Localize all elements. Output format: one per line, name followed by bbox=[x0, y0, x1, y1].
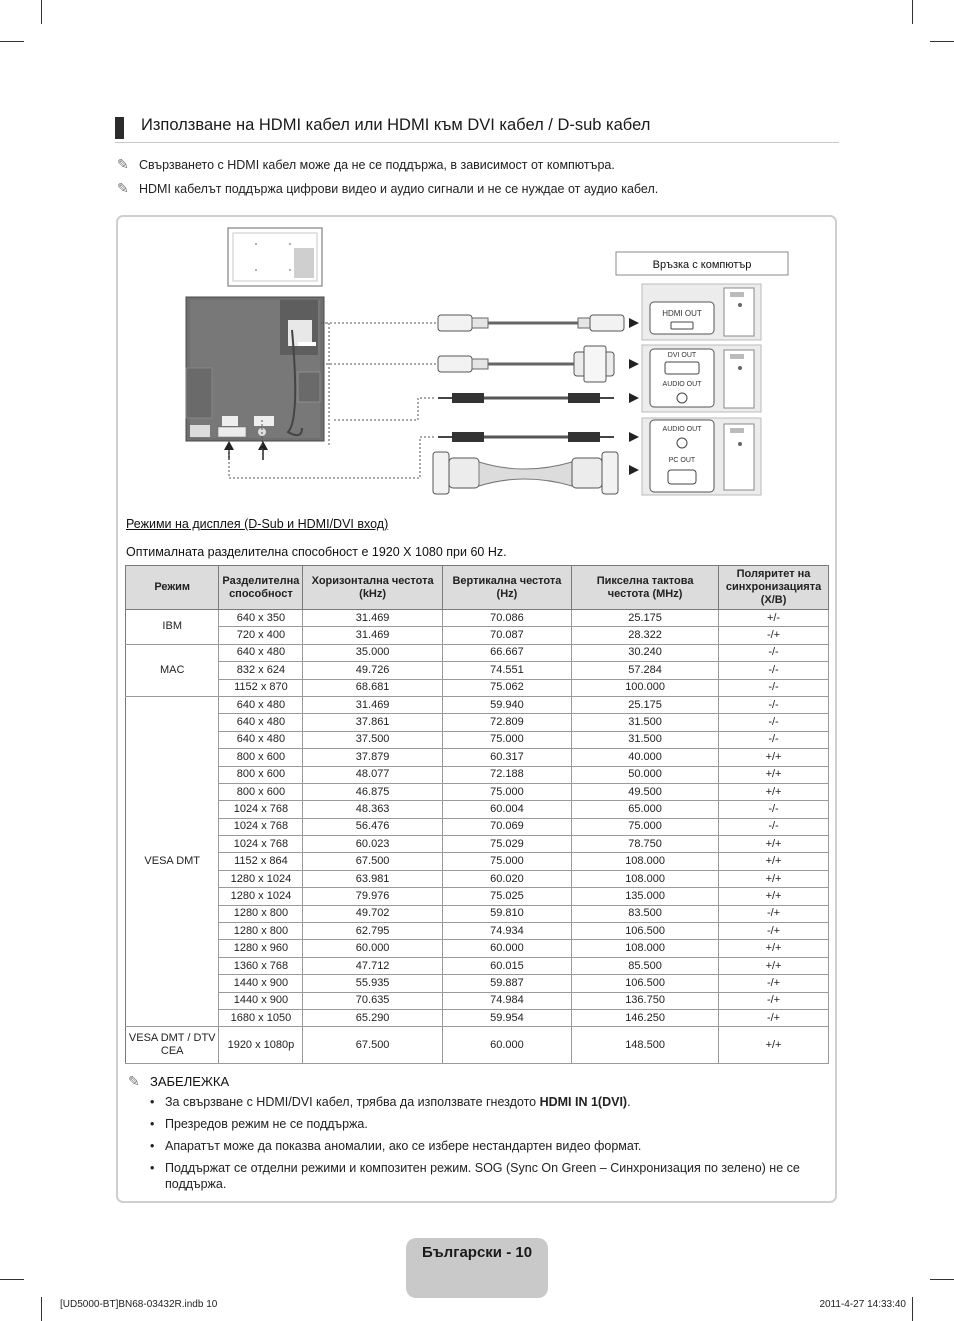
table-cell: +/+ bbox=[719, 766, 829, 783]
table-cell: 78.750 bbox=[572, 836, 719, 853]
table-cell: +/+ bbox=[719, 940, 829, 957]
table-cell: 70.635 bbox=[303, 992, 442, 1009]
table-cell: 46.875 bbox=[303, 783, 442, 800]
table-cell: 1280 x 1024 bbox=[219, 870, 303, 887]
table-cell: 60.020 bbox=[442, 870, 571, 887]
table-cell: 57.284 bbox=[572, 662, 719, 679]
table-cell: 25.175 bbox=[572, 696, 719, 713]
table-cell: 31.469 bbox=[303, 696, 442, 713]
table-cell: 1440 x 900 bbox=[219, 975, 303, 992]
list-item bbox=[150, 1160, 830, 1192]
table-cell: 55.935 bbox=[303, 975, 442, 992]
table-row bbox=[126, 696, 829, 713]
table-cell: -/- bbox=[719, 818, 829, 835]
table-cell: 100.000 bbox=[572, 679, 719, 696]
note-text: HDMI кабелът поддържа цифрови видео и аудио сигнали и не се нуждае от аудио кабел. bbox=[139, 182, 659, 196]
table-cell: 68.681 bbox=[303, 679, 442, 696]
table-cell: -/- bbox=[719, 714, 829, 731]
note-title: ЗАБЕЛЕЖКА bbox=[150, 1074, 230, 1089]
table-cell: 1440 x 900 bbox=[219, 992, 303, 1009]
table-row bbox=[126, 870, 829, 887]
table-cell: 146.250 bbox=[572, 1009, 719, 1026]
column-header: Поляритет на синхронизацията (Х/В) bbox=[719, 566, 829, 610]
table-cell: -/- bbox=[719, 696, 829, 713]
table-cell: 65.000 bbox=[572, 801, 719, 818]
arrow-right-icon bbox=[629, 432, 639, 442]
table-cell: 48.077 bbox=[303, 766, 442, 783]
audio-out-label: AUDIO OUT bbox=[662, 381, 702, 388]
table-row bbox=[126, 662, 829, 679]
table-cell: 60.023 bbox=[303, 836, 442, 853]
table-cell: 31.469 bbox=[303, 610, 442, 627]
table-cell: 800 x 600 bbox=[219, 749, 303, 766]
note-item-text: Поддържат се отделни режими и композитен режим. SOG (Sync On Green – Синхронизация по зелено) не се поддържа. bbox=[165, 1161, 800, 1191]
table-cell: +/+ bbox=[719, 836, 829, 853]
table-cell: 59.940 bbox=[442, 696, 571, 713]
table-cell: 1360 x 768 bbox=[219, 957, 303, 974]
hdmi-cable bbox=[438, 315, 624, 331]
mode-cell: IBM bbox=[126, 610, 219, 645]
table-cell: 1280 x 800 bbox=[219, 923, 303, 940]
table-row bbox=[126, 731, 829, 748]
table-row bbox=[126, 940, 829, 957]
table-cell: +/+ bbox=[719, 870, 829, 887]
table-cell: -/+ bbox=[719, 975, 829, 992]
table-cell: 1024 x 768 bbox=[219, 801, 303, 818]
note-list bbox=[150, 1094, 830, 1198]
table-cell: 60.000 bbox=[303, 940, 442, 957]
arrow-up-icon bbox=[258, 441, 268, 460]
table-cell: -/- bbox=[719, 679, 829, 696]
list-item bbox=[150, 1094, 830, 1110]
table-cell: -/+ bbox=[719, 627, 829, 644]
table-cell: 720 x 400 bbox=[219, 627, 303, 644]
table-cell: -/+ bbox=[719, 1009, 829, 1026]
crop-mark bbox=[41, 1297, 42, 1321]
table-cell: 800 x 600 bbox=[219, 766, 303, 783]
audio-out-label: AUDIO OUT bbox=[662, 426, 702, 433]
note-heading bbox=[128, 1073, 229, 1090]
column-header: Хоризонтална честота (kHz) bbox=[303, 566, 442, 610]
print-file-info: [UD5000-BT]BN68-03432R.indb 10 bbox=[60, 1299, 218, 1310]
table-cell: 74.984 bbox=[442, 992, 571, 1009]
table-cell: 47.712 bbox=[303, 957, 442, 974]
table-cell: 66.667 bbox=[442, 644, 571, 661]
hdmi-out-label: HDMI OUT bbox=[662, 309, 702, 318]
table-cell: 800 x 600 bbox=[219, 783, 303, 800]
tv-rear-panel bbox=[186, 297, 324, 441]
arrow-right-icon bbox=[629, 318, 639, 328]
table-row bbox=[126, 923, 829, 940]
table-cell: 1024 x 768 bbox=[219, 836, 303, 853]
table-cell: 1920 x 1080p bbox=[219, 1027, 303, 1064]
table-cell: 49.726 bbox=[303, 662, 442, 679]
table-cell: 59.954 bbox=[442, 1009, 571, 1026]
table-cell: 640 x 480 bbox=[219, 731, 303, 748]
table-cell: -/- bbox=[719, 662, 829, 679]
table-cell: 75.029 bbox=[442, 836, 571, 853]
column-header: Вертикална честота (Hz) bbox=[442, 566, 571, 610]
table-cell: 75.062 bbox=[442, 679, 571, 696]
table-row bbox=[126, 644, 829, 661]
table-row bbox=[126, 1009, 829, 1026]
print-date-info: 2011-4-27 14:33:40 bbox=[819, 1299, 906, 1310]
pc-out-label: PC OUT bbox=[668, 457, 696, 464]
crop-mark bbox=[930, 1279, 954, 1280]
arrow-right-icon bbox=[629, 465, 639, 475]
table-row bbox=[126, 836, 829, 853]
page-number-tab bbox=[406, 1238, 548, 1298]
table-cell: 640 x 480 bbox=[219, 714, 303, 731]
table-row bbox=[126, 610, 829, 627]
table-cell: 72.188 bbox=[442, 766, 571, 783]
table-header-row bbox=[126, 566, 829, 610]
table-cell: +/+ bbox=[719, 957, 829, 974]
table-cell: -/+ bbox=[719, 923, 829, 940]
note-text: Свързването с HDMI кабел може да не се поддържа, в зависимост от компютъра. bbox=[139, 158, 615, 172]
list-item bbox=[150, 1138, 830, 1154]
pc-dvi-port-panel bbox=[642, 345, 761, 412]
page-number: Български - 10 bbox=[421, 1244, 533, 1261]
pc-label: Връзка с компютър bbox=[652, 259, 752, 271]
note-item-bold: HDMI IN 1(DVI) bbox=[539, 1095, 628, 1109]
table-cell: +/+ bbox=[719, 888, 829, 905]
mode-cell: MAC bbox=[126, 644, 219, 696]
table-cell: 67.500 bbox=[303, 1027, 442, 1064]
table-row bbox=[126, 818, 829, 835]
table-cell: 60.000 bbox=[442, 940, 571, 957]
table-row bbox=[126, 905, 829, 922]
table-row bbox=[126, 992, 829, 1009]
table-cell: +/+ bbox=[719, 783, 829, 800]
note-item-text: За свързване с HDMI/DVI кабел, трябва да използвате гнездото bbox=[165, 1095, 540, 1109]
table-cell: 49.702 bbox=[303, 905, 442, 922]
table-cell: 62.795 bbox=[303, 923, 442, 940]
table-cell: 31.500 bbox=[572, 714, 719, 731]
table-row bbox=[126, 975, 829, 992]
table-cell: 135.000 bbox=[572, 888, 719, 905]
table-cell: 1152 x 864 bbox=[219, 853, 303, 870]
column-header: Разделителна способност bbox=[219, 566, 303, 610]
table-cell: 67.500 bbox=[303, 853, 442, 870]
mode-cell: VESA DMT / DTV CEA bbox=[126, 1027, 219, 1064]
note-item-text: Презредов режим не се поддържа. bbox=[165, 1117, 368, 1131]
pencil-icon: ✎ bbox=[128, 1073, 140, 1089]
crop-mark bbox=[0, 1279, 24, 1280]
table-cell: 28.322 bbox=[572, 627, 719, 644]
table-cell: 1680 x 1050 bbox=[219, 1009, 303, 1026]
table-row bbox=[126, 801, 829, 818]
table-cell: 59.887 bbox=[442, 975, 571, 992]
table-cell: 48.363 bbox=[303, 801, 442, 818]
table-cell: 108.000 bbox=[572, 940, 719, 957]
table-cell: -/+ bbox=[719, 992, 829, 1009]
table-cell: 75.000 bbox=[442, 783, 571, 800]
table-cell: 640 x 480 bbox=[219, 644, 303, 661]
table-cell: 25.175 bbox=[572, 610, 719, 627]
table-row bbox=[126, 1027, 829, 1064]
table-cell: 640 x 350 bbox=[219, 610, 303, 627]
table-cell: 37.879 bbox=[303, 749, 442, 766]
table-cell: 70.069 bbox=[442, 818, 571, 835]
table-cell: +/+ bbox=[719, 1027, 829, 1064]
table-cell: 75.000 bbox=[572, 818, 719, 835]
mode-cell: VESA DMT bbox=[126, 696, 219, 1026]
table-cell: -/+ bbox=[719, 905, 829, 922]
table-cell: 1280 x 1024 bbox=[219, 888, 303, 905]
column-header: Пикселна тактова честота (MHz) bbox=[572, 566, 719, 610]
table-cell: +/+ bbox=[719, 749, 829, 766]
table-cell: 108.000 bbox=[572, 853, 719, 870]
table-row bbox=[126, 853, 829, 870]
table-row bbox=[126, 766, 829, 783]
table-cell: 72.809 bbox=[442, 714, 571, 731]
table-cell: 74.551 bbox=[442, 662, 571, 679]
table-row bbox=[126, 888, 829, 905]
table-cell: 1152 x 870 bbox=[219, 679, 303, 696]
hdmi-dvi-cable bbox=[438, 346, 614, 382]
audio-cable bbox=[438, 432, 614, 442]
table-cell: 60.000 bbox=[442, 1027, 571, 1064]
page-title: Използване на HDMI кабел или HDMI към DVI кабел / D-sub кабел bbox=[141, 116, 651, 134]
connection-diagram bbox=[0, 0, 954, 520]
arrow-right-icon bbox=[629, 393, 639, 403]
note-item-after: . bbox=[627, 1095, 631, 1109]
table-cell: 1024 x 768 bbox=[219, 818, 303, 835]
table-cell: 49.500 bbox=[572, 783, 719, 800]
dvi-out-label: DVI OUT bbox=[667, 352, 697, 359]
list-item bbox=[150, 1116, 830, 1132]
table-cell: 85.500 bbox=[572, 957, 719, 974]
table-cell: 136.750 bbox=[572, 992, 719, 1009]
pc-hdmi-port-panel bbox=[642, 284, 761, 340]
pencil-icon: ✎ bbox=[117, 156, 129, 172]
table-cell: 75.000 bbox=[442, 853, 571, 870]
table-cell: 640 x 480 bbox=[219, 696, 303, 713]
crop-mark bbox=[912, 1297, 913, 1321]
table-row bbox=[126, 679, 829, 696]
table-cell: 31.469 bbox=[303, 627, 442, 644]
table-cell: 1280 x 960 bbox=[219, 940, 303, 957]
table-cell: 37.861 bbox=[303, 714, 442, 731]
table-cell: 79.976 bbox=[303, 888, 442, 905]
table-cell: 63.981 bbox=[303, 870, 442, 887]
display-modes-title: Режими на дисплея (D-Sub и HDMI/DVI вход) bbox=[126, 517, 389, 531]
pencil-icon: ✎ bbox=[117, 180, 129, 196]
dsub-cable bbox=[433, 452, 618, 494]
optimal-resolution-text: Оптималната разделителна способност е 1920 X 1080 при 60 Hz. bbox=[126, 545, 507, 559]
table-cell: -/- bbox=[719, 731, 829, 748]
table-cell: 70.086 bbox=[442, 610, 571, 627]
table-cell: 108.000 bbox=[572, 870, 719, 887]
table-cell: -/- bbox=[719, 801, 829, 818]
display-modes-table bbox=[125, 565, 829, 1064]
pc-dsub-port-panel bbox=[642, 418, 761, 495]
table-row bbox=[126, 957, 829, 974]
tv-front-icon bbox=[228, 228, 322, 286]
table-cell: 106.500 bbox=[572, 975, 719, 992]
table-cell: 50.000 bbox=[572, 766, 719, 783]
audio-cable bbox=[438, 393, 614, 403]
table-cell: 40.000 bbox=[572, 749, 719, 766]
table-cell: 65.290 bbox=[303, 1009, 442, 1026]
table-cell: 75.025 bbox=[442, 888, 571, 905]
table-row bbox=[126, 783, 829, 800]
table-cell: 148.500 bbox=[572, 1027, 719, 1064]
table-cell: 35.000 bbox=[303, 644, 442, 661]
table-row bbox=[126, 749, 829, 766]
table-cell: 832 x 624 bbox=[219, 662, 303, 679]
table-cell: 83.500 bbox=[572, 905, 719, 922]
table-cell: 74.934 bbox=[442, 923, 571, 940]
table-cell: 75.000 bbox=[442, 731, 571, 748]
table-cell: 30.240 bbox=[572, 644, 719, 661]
table-cell: 70.087 bbox=[442, 627, 571, 644]
table-cell: 60.015 bbox=[442, 957, 571, 974]
table-cell: -/- bbox=[719, 644, 829, 661]
table-row bbox=[126, 714, 829, 731]
table-cell: 56.476 bbox=[303, 818, 442, 835]
note-item-text: Апаратът може да показва аномалии, ако се избере нестандартен видео формат. bbox=[165, 1139, 642, 1153]
table-cell: +/- bbox=[719, 610, 829, 627]
table-cell: 1280 x 800 bbox=[219, 905, 303, 922]
table-cell: 60.317 bbox=[442, 749, 571, 766]
table-cell: 31.500 bbox=[572, 731, 719, 748]
table-row bbox=[126, 627, 829, 644]
table-cell: 37.500 bbox=[303, 731, 442, 748]
table-cell: 106.500 bbox=[572, 923, 719, 940]
arrow-right-icon bbox=[629, 359, 639, 369]
table-cell: +/+ bbox=[719, 853, 829, 870]
table-cell: 59.810 bbox=[442, 905, 571, 922]
table-cell: 60.004 bbox=[442, 801, 571, 818]
column-header: Режим bbox=[126, 566, 219, 610]
